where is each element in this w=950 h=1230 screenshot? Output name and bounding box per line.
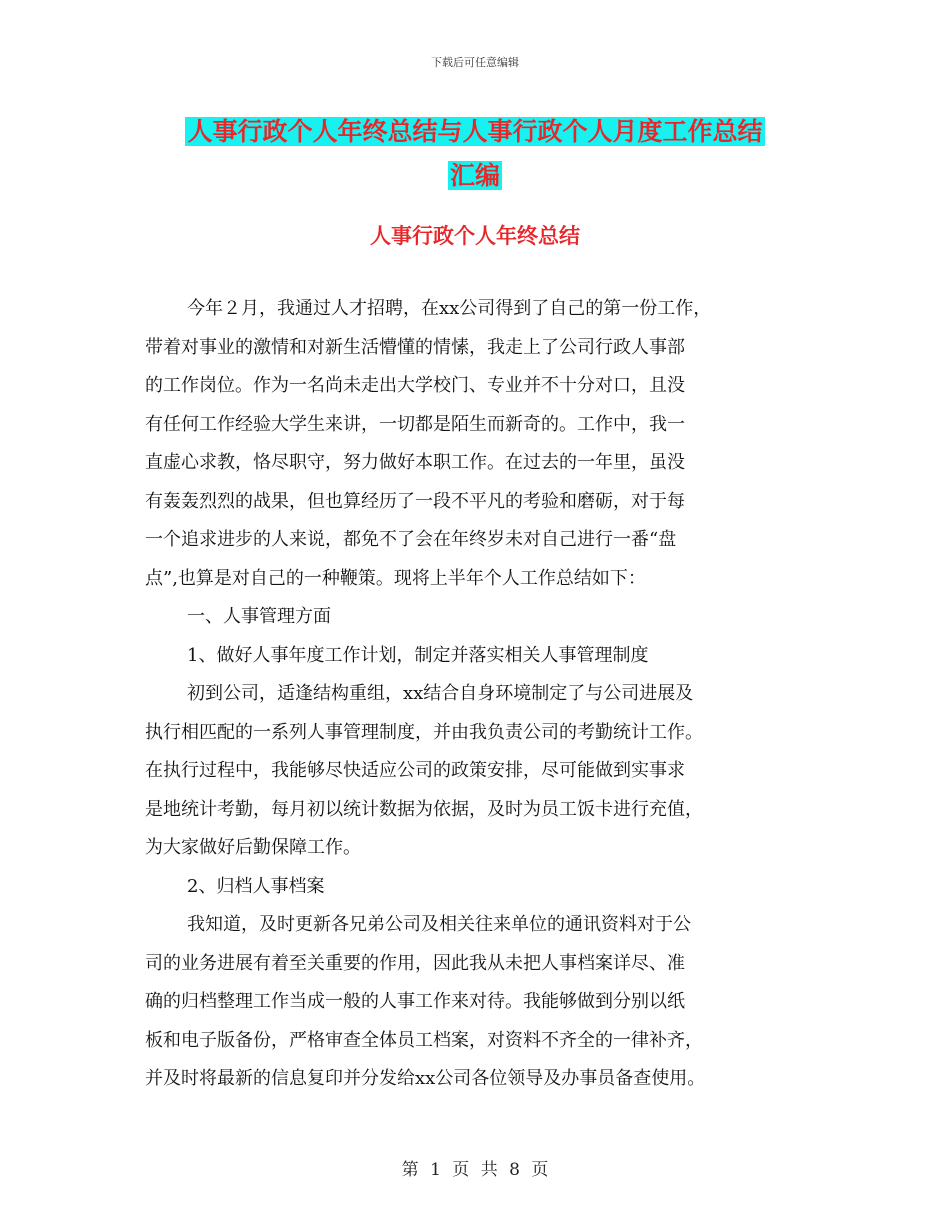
paragraph-line: 一、人事管理方面 <box>187 606 331 627</box>
paragraph-line: 直虚心求教，恪尽职守，努力做好本职工作。在过去的一年里，虽没 <box>145 452 685 473</box>
paragraph-line: 今年２月，我通过人才招聘，在xx公司得到了自己的第一份工作， <box>187 298 712 319</box>
paragraph-line: 司的业务进展有着至关重要的作用，因此我从未把人事档案详尽、准 <box>145 952 685 974</box>
paragraph-line: 带着对事业的激情和对新生活懵懂的情愫，我走上了公司行政人事部 <box>145 336 685 358</box>
page-footer: 第 1 页 共 8 页 <box>401 1160 549 1180</box>
paragraph-line: 有任何工作经验大学生来讲，一切都是陌生而新奇的。工作中，我一 <box>145 413 685 435</box>
section-title: 人事行政个人年终总结 <box>370 224 580 248</box>
paragraph-line: 有轰轰烈烈的战果，但也算经历了一段不平凡的考验和磨砺，对于每 <box>145 490 685 512</box>
paragraph-line: 板和电子版备份，严格审查全体员工档案，对资料不齐全的一律补齐， <box>145 1029 703 1051</box>
paragraph-line: 2、归档人事档案 <box>187 875 325 897</box>
paragraph-line: 初到公司，适逢结构重组，xx结合自身环境制定了与公司进展及 <box>187 683 694 704</box>
paragraph-line: 并及时将最新的信息复印并分发给xx公司各位领导及办事员备查使用。 <box>145 1068 706 1089</box>
paragraph-line: 1、做好人事年度工作计划，制定并落实相关人事管理制度 <box>187 644 649 666</box>
paragraph-line: 的工作岗位。作为一名尚未走出大学校门、专业并不十分对口，且没 <box>145 375 685 396</box>
title-line-1: 人事行政个人年终总结与人事行政个人月度工作总结 <box>187 117 763 146</box>
paragraph-line: 为大家做好后勤保障工作。 <box>145 837 361 858</box>
paragraph-line: 执行相匹配的一系列人事管理制度，并由我负责公司的考勤统计工作。 <box>145 721 703 743</box>
paragraph-line: 点”,也算是对自己的一种鞭策。现将上半年个人工作总结如下： <box>145 567 646 589</box>
body-text <box>145 294 815 1103</box>
paragraph-line: 在执行过程中，我能够尽快适应公司的政策安排，尽可能做到实事求 <box>145 760 685 781</box>
paragraph-line: 确的归档整理工作当成一般的人事工作来对待。我能够做到分别以纸 <box>145 991 685 1012</box>
paragraph-line: 是地统计考勤，每月初以统计数据为依据，及时为员工饭卡进行充值， <box>145 798 703 820</box>
paragraph-line: 我知道，及时更新各兄弟公司及相关往来单位的通讯资料对于公 <box>187 914 691 935</box>
title-line-2: 汇编 <box>449 161 500 190</box>
paragraph-line: 一个追求进步的人来说，都免不了会在年终岁未对自己进行一番“盘 <box>145 529 677 550</box>
document-title <box>0 110 950 198</box>
header-note: 下载后可任意编辑 <box>431 56 519 69</box>
